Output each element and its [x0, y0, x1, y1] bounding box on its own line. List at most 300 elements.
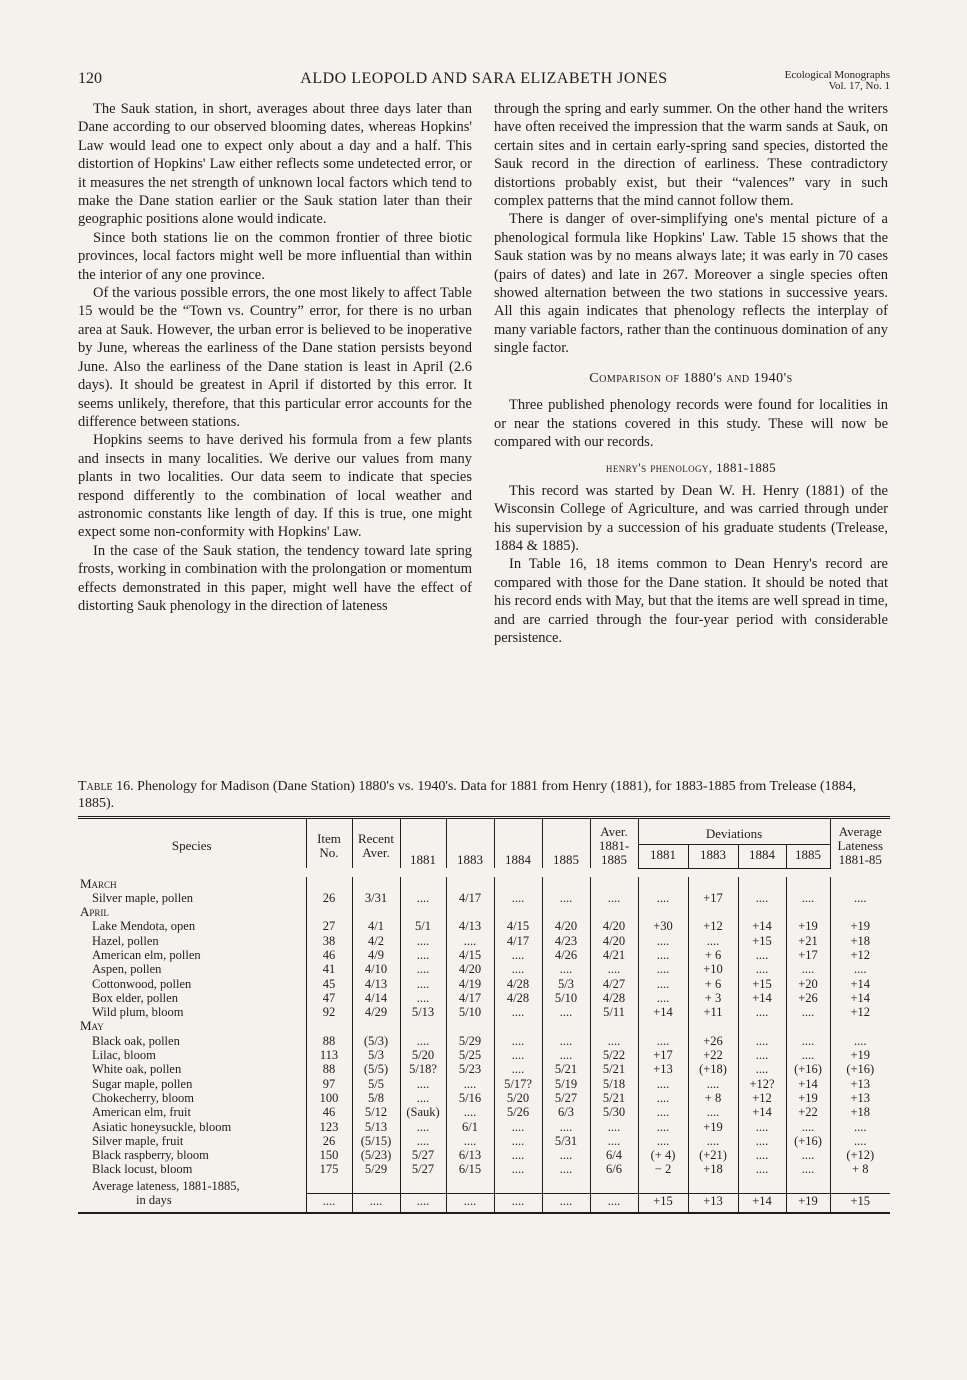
table-cell: ....: [786, 1120, 830, 1134]
species-name: Lilac, bloom: [92, 1048, 156, 1063]
table-cell: +14: [638, 1005, 688, 1019]
header-species: Species: [78, 818, 306, 869]
header-dev-1885: 1885: [786, 845, 830, 869]
table-cell: ....: [542, 1048, 590, 1062]
table-cell: ....: [542, 891, 590, 905]
table-cell: + 8: [688, 1091, 738, 1105]
table-cell: (+16): [786, 1062, 830, 1076]
table-cell: (+18): [688, 1062, 738, 1076]
table-cell: 6/1: [446, 1120, 494, 1134]
table-cell: ....: [738, 1034, 786, 1048]
table-cell: (+16): [830, 1062, 890, 1076]
header-1884: 1884: [494, 818, 542, 869]
table-cell: +15: [738, 934, 786, 948]
table-cell: ....: [400, 1077, 446, 1091]
table-cell: +14: [738, 919, 786, 933]
table-cell: +18: [830, 934, 890, 948]
species-name: Wild plum, bloom: [92, 1005, 184, 1020]
table-cell: ....: [638, 1120, 688, 1134]
table-row: [78, 934, 890, 948]
table-cell: ....: [786, 1048, 830, 1062]
table-cell: 5/10: [542, 991, 590, 1005]
table-cell: + 6: [688, 977, 738, 991]
table-cell: +19: [688, 1120, 738, 1134]
table-row: [78, 1048, 890, 1062]
table-cell: ....: [738, 1162, 786, 1176]
table-cell: +18: [830, 1105, 890, 1119]
table-cell: ....: [446, 934, 494, 948]
table-cell: ....: [494, 891, 542, 905]
table-cell: ....: [494, 1162, 542, 1176]
table-row: [78, 919, 890, 933]
table-cell: 6/13: [446, 1148, 494, 1162]
table-cell: 5/20: [494, 1091, 542, 1105]
table-cell: 38: [306, 934, 352, 948]
data-table: [78, 816, 890, 1214]
table-cell: 92: [306, 1005, 352, 1019]
table-cell: ....: [738, 1120, 786, 1134]
table-cell: +14: [738, 991, 786, 1005]
species-name: Black locust, bloom: [92, 1162, 193, 1177]
table-cell: +21: [786, 934, 830, 948]
journal-volume: Vol. 17, No. 1: [828, 80, 890, 92]
table-cell: ....: [786, 891, 830, 905]
table-cell: ....: [688, 934, 738, 948]
month-label: April: [80, 904, 109, 920]
species-cell: [78, 1105, 306, 1119]
table-cell: +14: [786, 1077, 830, 1091]
table-cell: 46: [306, 948, 352, 962]
table-cell: 47: [306, 991, 352, 1005]
table-cell: +13: [638, 1062, 688, 1076]
table-cell: 88: [306, 1062, 352, 1076]
table-cell: +14: [830, 977, 890, 991]
spacer-row: [78, 868, 890, 877]
table-body: [78, 868, 890, 1213]
table-cell: ....: [688, 1105, 738, 1119]
species-cell: [78, 991, 306, 1005]
table-cell: +20: [786, 977, 830, 991]
paragraph: In the case of the Sauk station, the tendency toward late spring frosts, working in combination with the prolongation or momentum effects demonstrated in this paper, might well have the effect of distorting Sauk phenology in the direction of lateness: [78, 542, 472, 614]
table-cell: 5/3: [542, 977, 590, 991]
table-cell: 4/1: [352, 919, 400, 933]
table-cell: ....: [494, 1048, 542, 1062]
table-cell: (Sauk): [400, 1105, 446, 1119]
table-cell: (5/15): [352, 1134, 400, 1148]
table-cell: 4/15: [446, 948, 494, 962]
table-cell: 5/26: [494, 1105, 542, 1119]
table-cell: 4/29: [352, 1005, 400, 1019]
table-cell: ....: [400, 962, 446, 976]
species-cell: [78, 919, 306, 933]
table-cell: 5/21: [542, 1062, 590, 1076]
species-name: American elm, pollen: [92, 947, 201, 962]
table-cell: 5/22: [590, 1048, 638, 1062]
header-average-lateness: Average Lateness 1881-85: [830, 818, 890, 869]
page-header: [78, 70, 890, 94]
table-cell: ....: [494, 1005, 542, 1019]
average-cell: ....: [494, 1193, 542, 1213]
table-cell: ....: [638, 1134, 688, 1148]
table-cell: 26: [306, 1134, 352, 1148]
month-row: [78, 905, 890, 919]
table-cell: + 3: [688, 991, 738, 1005]
table-row: [78, 1162, 890, 1176]
species-cell: [78, 934, 306, 948]
table-cell: 5/10: [446, 1005, 494, 1019]
species-name: Lake Mendota, open: [92, 919, 196, 934]
table-cell: +11: [688, 1005, 738, 1019]
table-cell: 5/25: [446, 1048, 494, 1062]
table-cell: +12?: [738, 1077, 786, 1091]
species-name: Box elder, pollen: [92, 990, 178, 1005]
table-cell: 5/20: [400, 1048, 446, 1062]
table-cell: 6/4: [590, 1148, 638, 1162]
species-name: Sugar maple, pollen: [92, 1076, 193, 1091]
table-caption: [78, 778, 890, 812]
table-cell: ....: [738, 891, 786, 905]
table-cell: ....: [400, 1120, 446, 1134]
table-cell: +19: [786, 919, 830, 933]
table-cell: 5/8: [352, 1091, 400, 1105]
table-cell: +19: [830, 1048, 890, 1062]
table-cell: ....: [738, 1005, 786, 1019]
table-cell: +12: [830, 1005, 890, 1019]
table-row: [78, 1005, 890, 1019]
table-cell: ....: [638, 977, 688, 991]
header-dev-1883: 1883: [688, 845, 738, 869]
table-cell: 175: [306, 1162, 352, 1176]
table-cell: (5/5): [352, 1062, 400, 1076]
table-cell: +12: [738, 1091, 786, 1105]
table-cell: ....: [494, 1120, 542, 1134]
table-cell: 5/31: [542, 1134, 590, 1148]
header-1883: 1883: [446, 818, 494, 869]
average-cell: +13: [688, 1193, 738, 1213]
species-name: American elm, fruit: [92, 1105, 191, 1120]
species-name: Silver maple, fruit: [92, 1133, 184, 1148]
table-cell: 5/21: [590, 1062, 638, 1076]
average-label-line1: Average lateness, 1881-1885,: [92, 1178, 240, 1193]
table-cell: ....: [786, 1148, 830, 1162]
species-cell: [78, 977, 306, 991]
table-cell: 4/13: [352, 977, 400, 991]
table-row: [78, 1148, 890, 1162]
table-cell: 5/29: [446, 1034, 494, 1048]
table-cell: +22: [786, 1105, 830, 1119]
table-cell: 4/20: [590, 919, 638, 933]
table-cell: 5/1: [400, 919, 446, 933]
average-cell: +14: [738, 1193, 786, 1213]
table-cell: ....: [638, 962, 688, 976]
table-cell: 4/2: [352, 934, 400, 948]
table-cell: ....: [542, 1034, 590, 1048]
subsection-heading-years: 1881-1885: [716, 460, 777, 476]
table-cell: 4/28: [494, 991, 542, 1005]
page-number: 120: [78, 70, 102, 87]
table-cell: 4/20: [542, 919, 590, 933]
table-cell: 113: [306, 1048, 352, 1062]
table-cell: +13: [830, 1091, 890, 1105]
table-cell: ....: [542, 962, 590, 976]
table-cell: 5/27: [542, 1091, 590, 1105]
table-cell: ....: [638, 934, 688, 948]
table-cell: 27: [306, 919, 352, 933]
species-cell: [78, 1148, 306, 1162]
table-cell: ....: [542, 1162, 590, 1176]
header-item-no: Item No.: [306, 818, 352, 869]
table-cell: 4/28: [494, 977, 542, 991]
phenology-table: [78, 816, 890, 1214]
table-cell: ....: [738, 1048, 786, 1062]
table-cell: 4/15: [494, 919, 542, 933]
section-heading: Comparison of 1880's and 1940's: [589, 370, 793, 386]
table-cell: ....: [590, 1134, 638, 1148]
table-cell: 5/11: [590, 1005, 638, 1019]
species-cell: [78, 1162, 306, 1176]
paragraph: through the spring and early summer. On the other hand the writers have often received the impression that the warm sands at Sauk, on certain sites and in certain early-spring sand species, distorted the Sauk record in the direction of earliness. These contradictory distortions probably exist, but their “valences” vary in such complex patterns that the mind cannot follow them.: [494, 101, 888, 210]
table-cell: 4/20: [446, 962, 494, 976]
table-cell: 4/17: [446, 891, 494, 905]
table-cell: +12: [830, 948, 890, 962]
table-cell: +18: [688, 1162, 738, 1176]
table-cell: ....: [494, 1148, 542, 1162]
table-row: [78, 991, 890, 1005]
table-cell: ....: [400, 948, 446, 962]
table-cell: +22: [688, 1048, 738, 1062]
table-row: [78, 1034, 890, 1048]
table-cell: +17: [786, 948, 830, 962]
species-name: Black raspberry, bloom: [92, 1148, 209, 1163]
paragraph: Hopkins seems to have derived his formula from a few plants and insects in many localities. We derive our values from many plants in two localities. Our data seem to indicate that species respond differently to the combination of local weather and astronomic constants like length of day. If this is true, one might expect some non-conformity with Hopkins' Law.: [78, 432, 472, 541]
table-cell: ....: [400, 1034, 446, 1048]
table-cell: ....: [400, 991, 446, 1005]
table-cell: 4/13: [446, 919, 494, 933]
table-cell: 5/12: [352, 1105, 400, 1119]
paragraph: In Table 16, 18 items common to Dean Henry's record are compared with those for the Dane station. It should be noted that his record ends with May, but that the items are well spread in time, and are carried through the four-year period with considerable persistence.: [494, 556, 888, 646]
table-cell: +15: [738, 977, 786, 991]
average-cell: +19: [786, 1193, 830, 1213]
table-cell: ....: [590, 962, 638, 976]
table-cell: 4/21: [590, 948, 638, 962]
table-cell: ....: [786, 1162, 830, 1176]
table-cell: ....: [590, 891, 638, 905]
table-cell: 97: [306, 1077, 352, 1091]
table-cell: 5/5: [352, 1077, 400, 1091]
table-cell: 5/16: [446, 1091, 494, 1105]
species-name: Chokecherry, bloom: [92, 1090, 194, 1105]
table-cell: +26: [688, 1034, 738, 1048]
right-column: [494, 100, 888, 647]
table-cell: ....: [638, 1105, 688, 1119]
table-cell: 4/23: [542, 934, 590, 948]
species-name: Silver maple, pollen: [92, 890, 194, 905]
species-name: Cottonwood, pollen: [92, 976, 192, 991]
species-cell: [78, 962, 306, 976]
header-dev-1881: 1881: [638, 845, 688, 869]
table-cell: ....: [542, 1120, 590, 1134]
table-cell: ....: [830, 1134, 890, 1148]
table-cell: +30: [638, 919, 688, 933]
table-cell: ....: [638, 1091, 688, 1105]
table-cell: 3/31: [352, 891, 400, 905]
table-cell: 4/17: [494, 934, 542, 948]
paragraph: Of the various possible errors, the one most likely to affect Table 15 would be the “Town vs. Country” error, for there is no urban area at Sauk. However, the urban error is believed to be inoperative by June, whereas the earliness of the Dane station persists beyond June. Also the earliness of the Dane station is least in April (2.6 days). It should be greatest in April if distorted by this error. It seems unlikely, therefore, that this particular error accounts for the difference between stations.: [78, 285, 472, 430]
average-label-line2: in days: [136, 1193, 172, 1208]
table-cell: 5/29: [352, 1162, 400, 1176]
table-cell: 41: [306, 962, 352, 976]
table-cell: ....: [400, 934, 446, 948]
header-deviations: Deviations: [638, 818, 830, 845]
table-cell: ....: [400, 1091, 446, 1105]
average-cell: +15: [830, 1193, 890, 1213]
table-cell: 4/27: [590, 977, 638, 991]
table-cell: ....: [830, 962, 890, 976]
table-cell: +12: [688, 919, 738, 933]
table-row: [78, 1077, 890, 1091]
table-cell: ....: [494, 1062, 542, 1076]
table-cell: +14: [738, 1105, 786, 1119]
month-row: [78, 877, 890, 891]
table-row: [78, 1134, 890, 1148]
table-cell: 5/13: [400, 1005, 446, 1019]
table-cell: 4/10: [352, 962, 400, 976]
species-cell: [78, 1120, 306, 1134]
table-caption-text: Phenology for Madison (Dane Station) 1880's vs. 1940's. Data for 1881 from Henry (1881), for 1883-1885 from Trelease (1884, 1885).: [78, 779, 857, 811]
table-row: [78, 977, 890, 991]
table-cell: ....: [638, 948, 688, 962]
table-cell: ....: [638, 1077, 688, 1091]
table-cell: ....: [738, 962, 786, 976]
table-cell: 5/13: [352, 1120, 400, 1134]
table-cell: ....: [494, 948, 542, 962]
table-cell: ....: [446, 1105, 494, 1119]
average-row-label: [78, 1177, 890, 1193]
paragraph: This record was started by Dean W. H. Henry (1881) of the Wisconsin College of Agriculture, and was carried through under his supervision by a succession of his graduate students (Trelease, 1884 & 1885).: [494, 482, 888, 554]
table-cell: ....: [400, 977, 446, 991]
table-cell: 4/17: [446, 991, 494, 1005]
species-cell: [78, 1062, 306, 1076]
table-cell: 5/21: [590, 1091, 638, 1105]
species-cell: [78, 1048, 306, 1062]
table-cell: ....: [830, 1120, 890, 1134]
subsection-heading-text: henry's phenology,: [605, 460, 713, 476]
table-cell: ....: [446, 1077, 494, 1091]
average-cell: ....: [590, 1193, 638, 1213]
table-cell: (5/23): [352, 1148, 400, 1162]
table-cell: 5/30: [590, 1105, 638, 1119]
table-cell: ....: [494, 1134, 542, 1148]
table-cell: 5/23: [446, 1062, 494, 1076]
table-cell: ....: [738, 1062, 786, 1076]
table-cell: ....: [688, 1134, 738, 1148]
month-label: May: [80, 1018, 104, 1034]
table-cell: ....: [786, 1005, 830, 1019]
table-cell: (+12): [830, 1148, 890, 1162]
table-cell: 6/3: [542, 1105, 590, 1119]
paragraph: The Sauk station, in short, averages about three days later than Dane according to our observed blooming dates, whereas Hopkins' Law would lead one to expect only about a day and a half. This distortion of Hopkins' Law either reflects some undetected error, or it measures the net strength of unknown local factors which tend to make the Dane station earlier or the Sauk station later than their geographic positions alone would indicate.: [78, 101, 472, 228]
table-cell: 45: [306, 977, 352, 991]
average-cell: ....: [306, 1193, 352, 1213]
journal-info: [785, 70, 890, 92]
table-row: [78, 1091, 890, 1105]
table-row: [78, 891, 890, 905]
table-cell: ....: [542, 1005, 590, 1019]
paragraph: There is danger of over-simplifying one's mental picture of a phenological formula like Hopkins' Law. Table 15 shows that the Sauk station was by no means always late; it was early in 70 cases (pairs of dates) and late in 267. Moreover a single species often showed alternation between the two stations in successive years. All this again indicates that phenology reflects the interplay of many variable factors, rather than the continuous domination of any single factor.: [494, 211, 888, 357]
table-cell: (+21): [688, 1148, 738, 1162]
species-name: Aspen, pollen: [92, 962, 162, 977]
table-cell: 4/19: [446, 977, 494, 991]
table-cell: 88: [306, 1034, 352, 1048]
table-label: Table 16.: [78, 779, 134, 794]
paragraph: Three published phenology records were found for localities in or near the stations covered in this study. These will now be compared with our records.: [494, 397, 888, 450]
table-cell: ....: [738, 948, 786, 962]
species-cell: [78, 948, 306, 962]
header-aver: Aver. 1881-1885: [590, 818, 638, 869]
species-cell: [78, 891, 306, 905]
table-cell: +19: [830, 919, 890, 933]
subsection-heading: [494, 459, 888, 477]
table-cell: 5/17?: [494, 1077, 542, 1091]
species-name: Black oak, pollen: [92, 1033, 180, 1048]
table-cell: 6/6: [590, 1162, 638, 1176]
table-cell: 5/18?: [400, 1062, 446, 1076]
table-cell: ....: [494, 1034, 542, 1048]
paragraph: Since both stations lie on the common frontier of three biotic provinces, local factors might well be more influential than within the interior of any one province.: [78, 229, 472, 283]
species-cell: [78, 1091, 306, 1105]
average-cell: ....: [352, 1193, 400, 1213]
table-row: [78, 1062, 890, 1076]
table-cell: +17: [638, 1048, 688, 1062]
table-cell: ....: [590, 1034, 638, 1048]
species-name: Hazel, pollen: [92, 933, 159, 948]
table-cell: +14: [830, 991, 890, 1005]
table-cell: ....: [830, 1034, 890, 1048]
table-cell: 5/19: [542, 1077, 590, 1091]
table-cell: 4/26: [542, 948, 590, 962]
average-cell: ....: [400, 1193, 446, 1213]
month-row: [78, 1019, 890, 1033]
table-row: [78, 1105, 890, 1119]
table-cell: ....: [446, 1134, 494, 1148]
table-cell: 26: [306, 891, 352, 905]
month-label: March: [80, 875, 117, 891]
table-cell: ....: [590, 1120, 638, 1134]
table-cell: + 6: [688, 948, 738, 962]
table-cell: +19: [786, 1091, 830, 1105]
table-cell: ....: [738, 1148, 786, 1162]
table-cell: +26: [786, 991, 830, 1005]
table-cell: 4/20: [590, 934, 638, 948]
table-cell: ....: [400, 1134, 446, 1148]
table-cell: +13: [830, 1077, 890, 1091]
average-cell: ....: [542, 1193, 590, 1213]
average-cell: +15: [638, 1193, 688, 1213]
table-cell: 150: [306, 1148, 352, 1162]
table-row: [78, 962, 890, 976]
table-cell: 46: [306, 1105, 352, 1119]
table-cell: 5/3: [352, 1048, 400, 1062]
table-cell: ....: [830, 891, 890, 905]
table-cell: 4/9: [352, 948, 400, 962]
table-cell: 123: [306, 1120, 352, 1134]
species-name: White oak, pollen: [92, 1062, 182, 1077]
table-row: [78, 948, 890, 962]
average-cell: ....: [446, 1193, 494, 1213]
table-cell: ....: [638, 991, 688, 1005]
table-cell: + 8: [830, 1162, 890, 1176]
species-cell: [78, 1005, 306, 1019]
